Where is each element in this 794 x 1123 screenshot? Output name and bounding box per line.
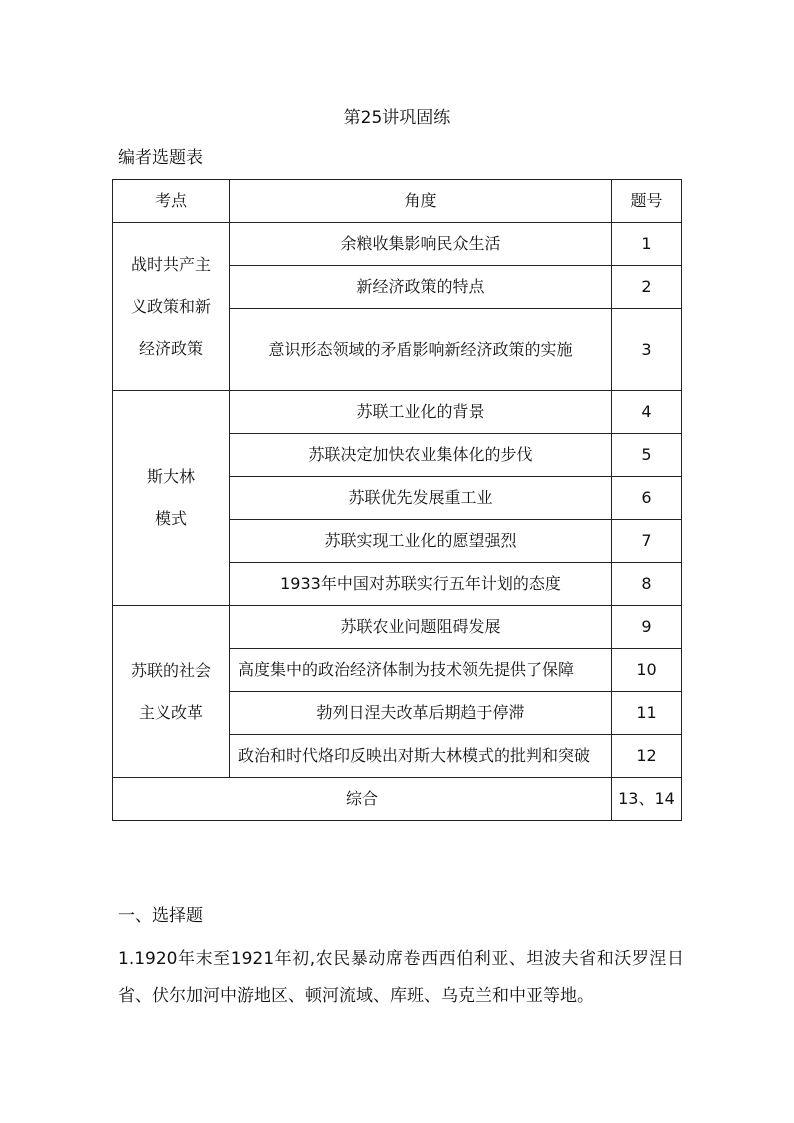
table-header-row	[113, 180, 682, 223]
table-caption: 编者选题表	[118, 148, 203, 168]
summary-row	[113, 778, 682, 821]
angle-cell: 意识形态领域的矛盾影响新经济政策的实施	[230, 309, 612, 391]
angle-cell: 余粮收集影响民众生活	[230, 223, 612, 266]
header-topic: 考点	[113, 180, 230, 223]
table-row	[113, 391, 682, 434]
angle-cell: 苏联农业问题阻碍发展	[230, 606, 612, 649]
topic-cell	[113, 391, 230, 606]
number-cell: 5	[612, 434, 682, 477]
angle-cell: 高度集中的政治经济体制为技术领先提供了保障	[230, 649, 612, 692]
topic-text: 战时共产主义政策和新经济政策	[131, 254, 212, 358]
topic-selection-table	[112, 179, 682, 821]
number-cell: 11	[612, 692, 682, 735]
number-cell: 6	[612, 477, 682, 520]
header-number: 题号	[612, 180, 682, 223]
topic-cell	[113, 606, 230, 778]
number-cell: 12	[612, 735, 682, 778]
angle-cell: 苏联工业化的背景	[230, 391, 612, 434]
table-row	[113, 606, 682, 649]
topic-text: 苏联的社会主义改革	[131, 660, 212, 722]
number-cell: 1	[612, 223, 682, 266]
angle-cell: 苏联优先发展重工业	[230, 477, 612, 520]
number-cell: 4	[612, 391, 682, 434]
angle-cell: 勃列日涅夫改革后期趋于停滞	[230, 692, 612, 735]
angle-cell: 政治和时代烙印反映出对斯大林模式的批判和突破	[230, 735, 612, 778]
question-1-text: 1.1920年末至1921年初,农民暴动席卷西西伯利亚、坦波夫省和沃罗涅日省、伏尔加河中游地区、顿河流域、库班、乌克兰和中亚等地。	[118, 949, 684, 1006]
angle-cell: 苏联实现工业化的愿望强烈	[230, 520, 612, 563]
angle-cell: 苏联决定加快农业集体化的步伐	[230, 434, 612, 477]
topic-text: 斯大林模式	[147, 467, 196, 528]
header-angle: 角度	[230, 180, 612, 223]
page-title: 第25讲巩固练	[343, 108, 451, 128]
angle-cell: 新经济政策的特点	[230, 266, 612, 309]
number-cell: 8	[612, 563, 682, 606]
number-cell: 2	[612, 266, 682, 309]
section-heading: 一、选择题	[118, 906, 203, 926]
summary-label: 综合	[113, 778, 612, 821]
summary-number: 13、14	[612, 778, 682, 821]
number-cell: 9	[612, 606, 682, 649]
table-row	[113, 223, 682, 266]
topic-cell	[113, 223, 230, 391]
number-cell: 3	[612, 309, 682, 391]
angle-cell: 1933年中国对苏联实行五年计划的态度	[230, 563, 612, 606]
number-cell: 7	[612, 520, 682, 563]
number-cell: 10	[612, 649, 682, 692]
